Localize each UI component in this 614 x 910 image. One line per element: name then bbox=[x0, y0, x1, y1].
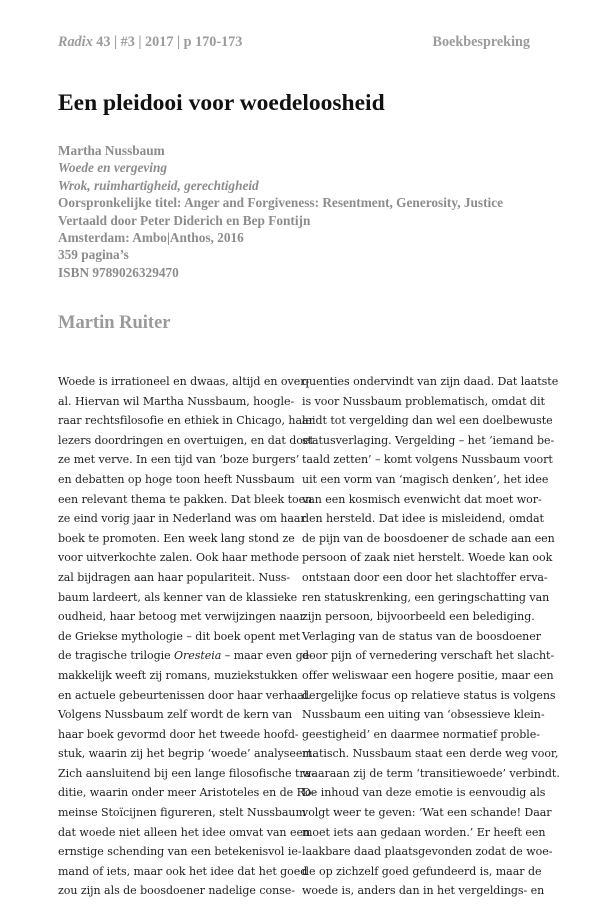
body-text-line: volgt weer te geven: ‘Wat een schande! Daar bbox=[302, 806, 552, 820]
body-text-line: offer weliswaar een hogere positie, maar een bbox=[302, 668, 554, 682]
play-title: Oresteia bbox=[174, 649, 222, 663]
body-text-line: stuk, waarin zij het begrip ‘woede’ analyseert. bbox=[58, 747, 316, 761]
body-text-line: haar boek gevormd door het tweede hoofd- bbox=[58, 727, 299, 741]
body-text-line: ontstaan door een door het slachtoffer erva- bbox=[302, 570, 548, 584]
body-text-line: De inhoud van deze emotie is eenvoudig als bbox=[302, 786, 546, 800]
body-text-line: persoon of zaak niet herstelt. Woede kan ook bbox=[302, 551, 553, 565]
body-text-line: van een kosmisch evenwicht dat moet wor- bbox=[302, 492, 542, 506]
body-text-line: Verlaging van de status van de boosdoener bbox=[302, 629, 541, 643]
issue-info: 43 | #3 | 2017 | p 170-173 bbox=[96, 34, 243, 50]
body-text-line: makkelijk weeft zij romans, muziekstukken bbox=[58, 668, 298, 682]
body-text-line: geestigheid’ en daarmee normatief proble- bbox=[302, 727, 540, 741]
reviewer-name: Martin Ruiter bbox=[58, 313, 171, 333]
body-text-line: door pijn of vernedering verschaft het slacht- bbox=[302, 649, 555, 663]
book-author: Martha Nussbaum bbox=[58, 143, 165, 158]
journal-citation bbox=[58, 34, 242, 51]
book-translators: Vertaald door Peter Diderich en Bep Fontijn bbox=[58, 212, 311, 228]
body-text-line: uit een vorm van ‘magisch denken’, het idee bbox=[302, 472, 549, 486]
body-text-line: mand of iets, maar ook het idee dat het goed bbox=[58, 864, 308, 878]
body-text-line: baum lardeert, als kenner van de klassieke bbox=[58, 590, 298, 604]
body-text-line: voor uitverkochte zalen. Ook haar methode bbox=[58, 551, 299, 565]
section-label: Boekbespreking bbox=[432, 34, 530, 50]
body-text-line: zijn persoon, bijvoorbeeld een belediging. bbox=[302, 610, 535, 624]
book-metadata bbox=[58, 142, 538, 281]
body-text-line: Nussbaum een uiting van ‘obsessieve klein- bbox=[302, 708, 545, 722]
body-text-line: quenties ondervindt van zijn daad. Dat laatste bbox=[302, 375, 559, 388]
body-text-line: lezers doordringen en overtuigen, en dat doet bbox=[58, 433, 314, 447]
running-header bbox=[58, 34, 530, 54]
body-text-line: Zich aansluitend bij een lange filosofische tra- bbox=[58, 766, 315, 780]
body-text-line: zou zijn als de boosdoener nadelige conse- bbox=[58, 884, 295, 898]
body-text-line: ren statuskrenking, een geringschatting van bbox=[302, 590, 550, 604]
body-text-line: Volgens Nussbaum zelf wordt de kern van bbox=[58, 708, 293, 722]
body-text-line: den hersteld. Dat idee is misleidend, omdat bbox=[302, 512, 544, 526]
body-text-line: ernstige schending van een betekenisvol ie- bbox=[58, 845, 302, 859]
book-publisher: Amsterdam: Ambo|Anthos, 2016 bbox=[58, 230, 244, 246]
book-subtitle: Wrok, ruimhartigheid, gerechtigheid bbox=[58, 177, 259, 193]
body-text-line: en debatten op hoge toon heeft Nussbaum bbox=[58, 472, 295, 486]
body-text-line: de Griekse mythologie – dit boek opent met bbox=[58, 629, 301, 643]
body-text-line: laakbare daad plaatsgevonden zodat de woe- bbox=[302, 845, 553, 859]
body-column-right bbox=[302, 372, 560, 901]
book-pages: 359 pagina’s bbox=[58, 247, 129, 263]
body-text-line: de tragische trilogie Oresteia – maar even ge- bbox=[58, 649, 313, 663]
body-text-line: ze eind vorig jaar in Nederland was om haar bbox=[58, 512, 306, 526]
body-text-line: taald zetten’ – komt volgens Nussbaum voort bbox=[302, 453, 553, 467]
body-text-line: de pijn van de boosdoener de schade aan een bbox=[302, 531, 555, 545]
book-original-title: Oorspronkelijke titel: Anger and Forgiveness: Resentment, Generosity, Justice bbox=[58, 195, 504, 211]
book-title: Woede en vergeving bbox=[58, 160, 168, 176]
body-text-line: leidt tot vergelding dan wel een doelbewuste bbox=[302, 414, 553, 428]
body-text-line: is voor Nussbaum problematisch, omdat dit bbox=[302, 394, 545, 408]
body-text-line: de op zichzelf goed gefundeerd is, maar de bbox=[302, 864, 542, 878]
body-text-line: oudheid, haar betoog met verwijzingen naar bbox=[58, 610, 305, 624]
body-text-line: meinse Stoïcijnen figureren, stelt Nussbaum bbox=[58, 806, 306, 820]
body-text-line: en actuele gebeurtenissen door haar verhaal. bbox=[58, 688, 311, 702]
book-isbn: ISBN 9789026329470 bbox=[58, 264, 179, 280]
body-text-line: matisch. Nussbaum staat een derde weg voor, bbox=[302, 747, 559, 761]
body-text-line: moet iets aan gedaan worden.’ Er heeft een bbox=[302, 825, 546, 839]
body-text-line: Woede is irrationeel en dwaas, altijd en over- bbox=[58, 375, 310, 388]
body-text-line: raar rechtsfilosofie en ethiek in Chicago, haar bbox=[58, 414, 314, 428]
body-text-line: dergelijke focus op relatieve status is volgens bbox=[302, 688, 556, 702]
body-text-line: ditie, waarin onder meer Aristoteles en de Ro- bbox=[58, 786, 316, 800]
body-text-line: boek te promoten. Een week lang stond ze bbox=[58, 531, 295, 545]
article-title: Een pleidooi voor woedeloosheid bbox=[58, 90, 385, 116]
body-text-line: dat woede niet alleen het idee omvat van een bbox=[58, 825, 311, 839]
body-text-line: zal bijdragen aan haar populariteit. Nuss- bbox=[58, 570, 291, 584]
body-text-line: al. Hiervan wil Martha Nussbaum, hoogle- bbox=[58, 394, 295, 408]
body-text-line: een relevant thema te pakken. Dat bleek toen bbox=[58, 492, 313, 506]
body-text-line: ze met verve. In een tijd van ‘boze burgers’ bbox=[58, 453, 300, 467]
body-text-line: waaraan zij de term ‘transitiewoede’ verbindt. bbox=[302, 766, 560, 780]
body-column-left bbox=[58, 372, 316, 901]
journal-name: Radix bbox=[58, 34, 93, 50]
body-text-line: statusverlaging. Vergelding – het ‘iemand be- bbox=[302, 433, 555, 447]
body-text-line: woede is, anders dan in het vergeldings- en bbox=[302, 884, 545, 898]
